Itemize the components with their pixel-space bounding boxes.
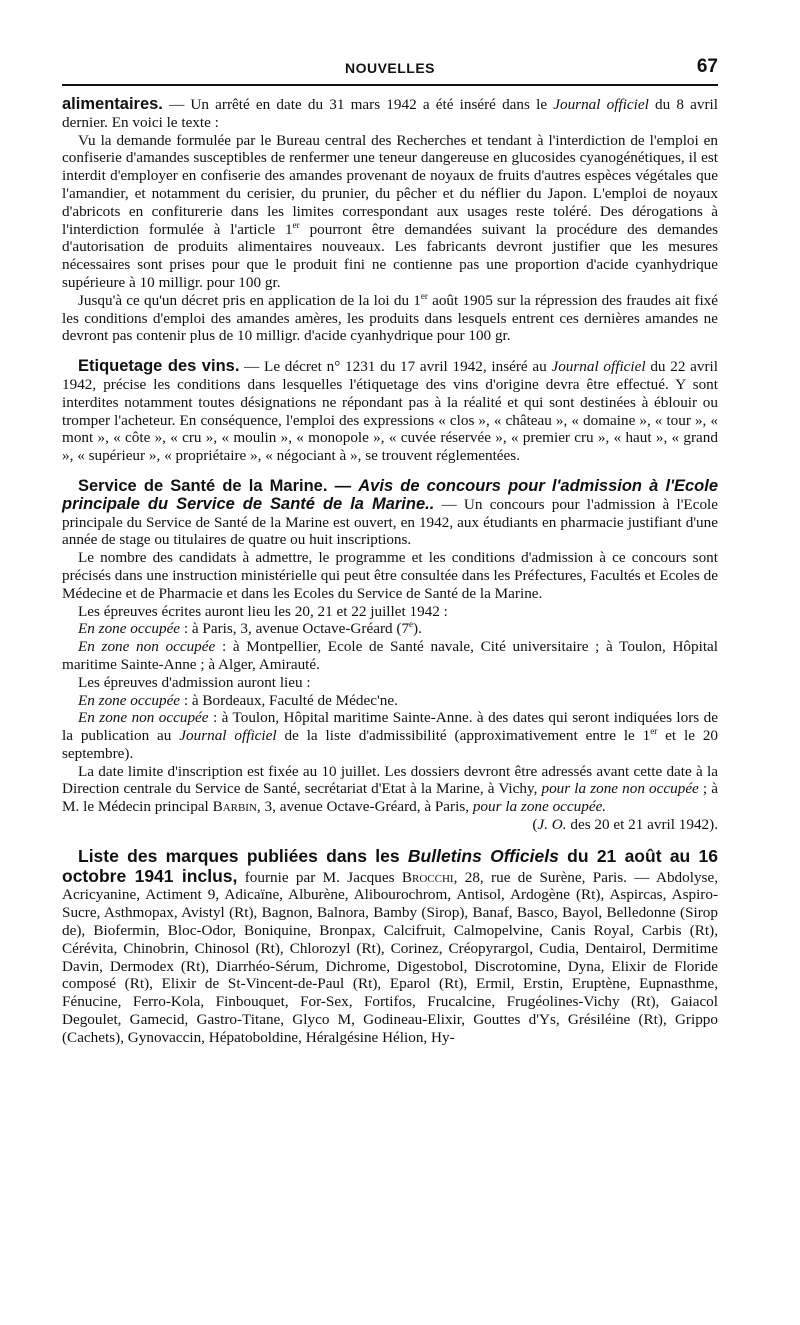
document-page bbox=[62, 52, 718, 1047]
page-number: 67 bbox=[696, 56, 718, 77]
header-rule bbox=[62, 84, 718, 86]
section-heading: Etiquetage des vins. bbox=[78, 357, 240, 376]
section-alimentaires bbox=[62, 96, 718, 345]
source-citation: (J. O. des 20 et 21 avril 1942). bbox=[532, 816, 718, 834]
section-heading: alimentaires. bbox=[62, 95, 163, 113]
section-subheading: Avis de concours pour l'admission à l'Ecole principale du Service de Santé de la Marine.. bbox=[62, 476, 719, 513]
section-liste-marques bbox=[62, 847, 718, 1047]
paragraph: Liste des marques publiées dans les Bulletins Officiels du 21 août au 16 octobre 1941 inclus, fournie par M. Jacques Brocchi, 28, rue de Surène, Paris. — Abdolyse, Acricyanine, Actiment 9, Adicaïne, Alburène, Alibourochrom, Antisol, Ardogène (Rt), Aspircas, Aspiro-Sucre, Asthmopax, Avistyl (Rt), Bagnon, Balnora, Bamby (Sirop), Banaf, Basco, Bayol, Belledonne (Sirop de), Biofermin, Bloc-Odor, Boniquine, Bronpax, Calcifruit, Calmopelvine, Canis Royal, Carbis (Rt), Cérévita, Chinobrin, Chinosol (Rt), Chlorozyl (Rt), Corinez, Créopyrargol, Cudia, Dentairol, Dermitime Davin, Dermodex (Rt), Diarrhéo-Sérum, Dichrome, Digestobol, Discrotomine, Dyna, Elixir de Floride composé (Rt), Elixir de St-Vincent-de-Paul (Rt), Eparol (Rt), Ermil, Erstin, Eruptène, Eupnasthme, Fénucine, Ferro-Kola, Finbouquet, For-Sex, Fortifos, Frucalcine, Frugéolines-Vichy (Rt), Gaiacol Degoulet, Gamecid, Gastro-Titane, Glyco M, Godineau-Elixir, Gouttes d'Ys, Grésiléine (Rt), Grippo (Cachets), Gynovaccin, Hépatoboldine, Héralgésine Hélion, Hy- bbox=[62, 845, 719, 1046]
paragraph: Les épreuves d'admission auront lieu : bbox=[78, 673, 311, 691]
header-title: NOUVELLES bbox=[344, 60, 436, 76]
article-body bbox=[62, 96, 718, 1047]
paragraph: En zone non occupée : à Toulon, Hôpital maritime Sainte-Anne. à des dates qui seront indiquées lors de la publication au Journal officiel de la liste d'admissibilité (approximativement entre le 1er et le 20 septembre). bbox=[62, 709, 719, 762]
paragraph: Service de Santé de la Marine. — Avis de concours pour l'admission à l'Ecole principale du Service de Santé de la Marine.. — Un concours pour l'admission à l'Ecole principale du Service de Santé de la Marine est ouvert, en 1942, aux étudiants en pharmacie justifiant d'une année de stage ou titulaires de quatre ou huit inscriptions. bbox=[62, 476, 719, 549]
paragraph: Vu la demande formulée par le Bureau central des Recherches et tendant à l'interdiction de l'emploi en confiserie d'amandes susceptibles de renfermer une teneur dangereuse en glucosides cyanogénétiques, il est interdit d'employer en confiserie des amandes provenant de noyaux de fruits d'autres espèces végétales que l'amandier, et notamment du cerisier, du prunier, du pêcher et du néflier du Japon. L'emploi de noyaux d'abricots en confiturerie dans les limites correspondant aux usages reste toléré. Des dérogations à l'interdiction formulée à l'article 1er pourront être demandées suivant la procédure des demandes d'autorisation de produits alimentaires nouveaux. Les fabricants devront justifier que les mesures nécessaires sont prises pour que le produit fini ne contienne pas une proportion d'acide cyanhydrique supérieure à 10 milligr. pour 100 gr. bbox=[62, 131, 718, 291]
paragraph: Le nombre des candidats à admettre, le programme et les conditions d'admission à ce concours sont précisés dans une instruction ministérielle qui peut être consultée dans les Préfectures, Facultés et Ecoles de Médecine et de Pharmacie et dans les Ecoles du Service de Santé de la Marine. bbox=[62, 549, 718, 602]
section-heading: Liste des marques publiées dans les bbox=[78, 845, 408, 866]
section-etiquetage-vins bbox=[62, 358, 718, 465]
paragraph: En zone occupée : à Paris, 3, avenue Octave-Gréard (7e). bbox=[78, 619, 422, 638]
paragraph: Les épreuves écrites auront lieu les 20, 21 et 22 juillet 1942 : bbox=[78, 602, 448, 620]
paragraph: alimentaires. — Un arrêté en date du 31 mars 1942 a été inséré dans le Journal officiel du 8 avril dernier. En voici le texte : bbox=[62, 95, 719, 131]
paragraph: En zone non occupée : à Montpellier, Ecole de Santé navale, Cité universitaire ; à Toulon, Hôpital maritime Sainte-Anne ; à Alger, Amirauté. bbox=[62, 638, 718, 673]
section-heading: Service de Santé de la Marine. bbox=[78, 476, 328, 495]
section-sante-marine bbox=[62, 478, 718, 834]
paragraph: La date limite d'inscription est fixée au 10 juillet. Les dossiers devront être adressés avant cette date à la Direction centrale du Service de Santé, secrétariat d'Etat à la Marine, à Vichy, pour la zone non occupée ; à M. le Médecin principal Barbin, 3, avenue Octave-Gréard, à Paris, pour la zone occupée. bbox=[62, 762, 718, 816]
paragraph: En zone occupée : à Bordeaux, Faculté de Médec'ne. bbox=[78, 691, 398, 709]
paragraph: Jusqu'à ce qu'un décret pris en application de la loi du 1er août 1905 sur la répression des fraudes ait fixé les conditions d'emploi des amandes amères, les produits dans lesquels entrent ces dernières amandes ne devront pas contenir plus de 10 milligr. d'acide cyanhydrique pour 100 gr. bbox=[62, 290, 719, 345]
running-header bbox=[62, 52, 718, 82]
paragraph: Etiquetage des vins. — Le décret n° 1231 du 17 avril 1942, inséré au Journal officiel du 22 avril 1942, précise les conditions dans lesquelles l'étiquetage des vins d'origine devra être effectué. Y sont interdites notamment toutes désignations ne répondant pas à la réalité et qui sont destinées à éblouir ou tromper l'acheteur. En conséquence, l'emploi des expressions « clos », « château », « domaine », « tour », « mont », « côte », « cru », « moulin », « monopole », « cuvée réservée », « premier cru », « haut », « grand », « supérieur », « propriétaire », « négociant à », se trouvent réglementées. bbox=[62, 357, 718, 465]
